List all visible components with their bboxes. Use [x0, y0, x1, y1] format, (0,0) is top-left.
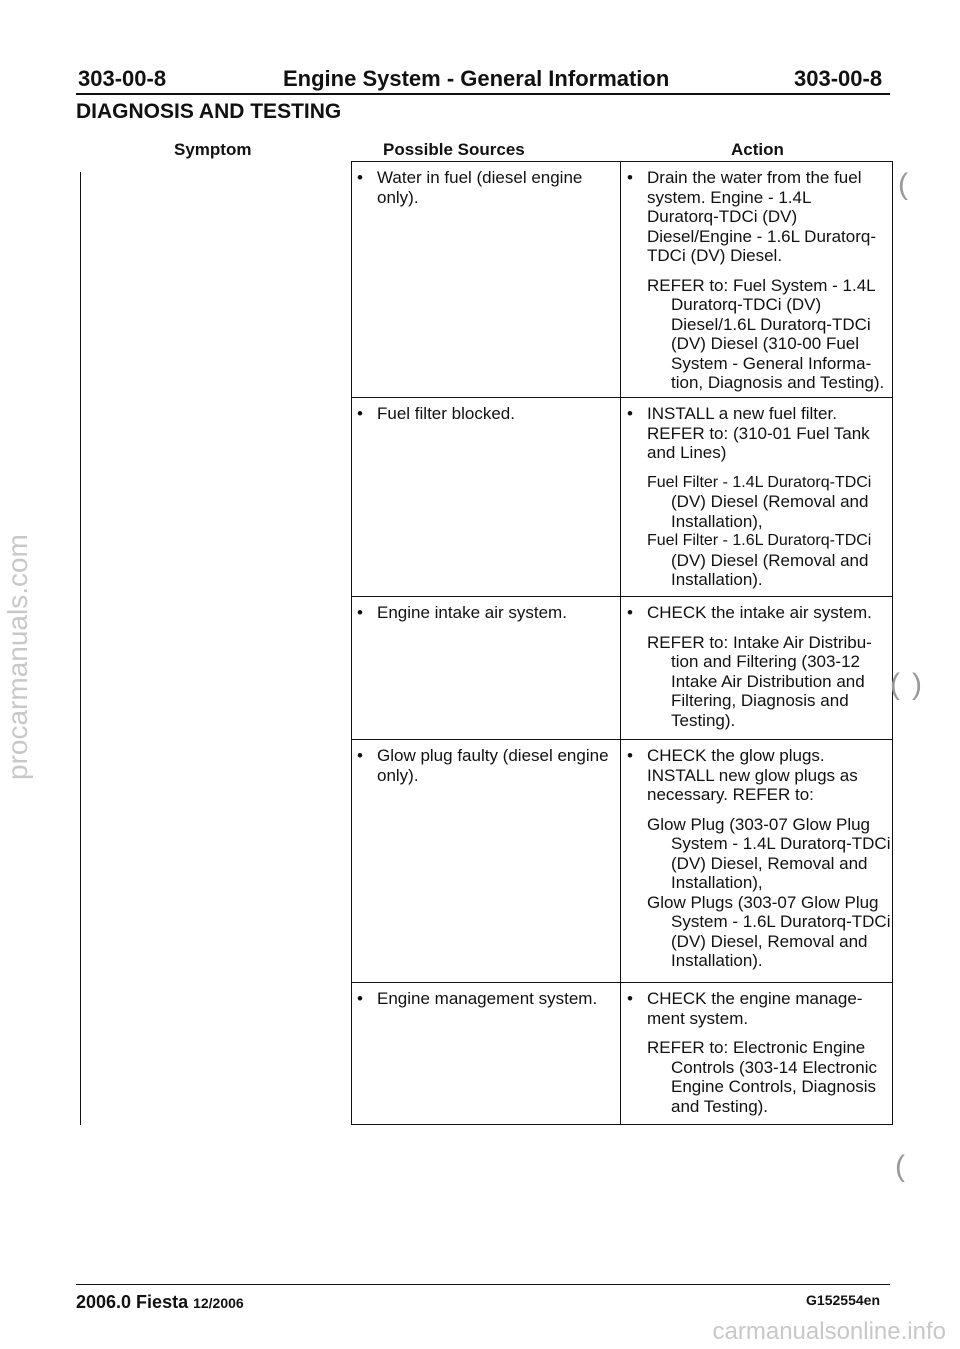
action-cell: • INSTALL a new fuel filter. REFER to: (310-01 Fuel Tank and Lines) Fuel Filter - 1.4L Duratorq-TDCi (DV) Diesel (Removal and Installation), Fuel Filter - 1.6L Duratorq-TDCi (DV) Diesel (Removal and Installation). — [623, 404, 891, 590]
page-code-left: 303-00-8 — [78, 66, 167, 91]
table-top-border — [351, 161, 893, 162]
table-left-border — [351, 161, 352, 1125]
footer-date: 12/2006 — [193, 1295, 244, 1311]
action-cell: • Drain the water from the fuel system. Engine - 1.4L Duratorq-TDCi (DV) Diesel/Engine - 1.6L Duratorq- TDCi (DV) Diesel. REFER to: Fuel System - 1.4L Duratorq-TDCi (DV) Diesel/1.6L Duratorq-TDCi (DV) Diesel (310-00 Fuel System - General Informa- tion, Diagnosis and Testing). — [623, 168, 891, 393]
column-divider — [620, 161, 621, 1125]
footer-model: 2006.0 Fiesta 12/2006 — [76, 1292, 244, 1312]
table-right-border — [892, 161, 893, 1125]
source-text: only). — [377, 765, 419, 785]
row-divider — [351, 397, 893, 398]
scan-mark: ) — [912, 668, 922, 701]
source-text: • Glow plug faulty (diesel engine — [353, 746, 615, 766]
source-text: only). — [377, 187, 419, 207]
section-title: DIAGNOSIS AND TESTING — [76, 100, 342, 123]
table-row — [353, 168, 615, 207]
row-divider — [351, 739, 893, 740]
row-divider — [351, 596, 893, 597]
header-rule — [76, 93, 890, 95]
scan-mark: ( — [890, 668, 900, 701]
action-cell: • CHECK the intake air system. REFER to: Intake Air Distribu- tion and Filtering (303-12 Intake Air Distribution and Filtering, Diagnosis and Testing). — [623, 603, 891, 730]
footer-doc-id: G152554en — [806, 1292, 880, 1308]
table-row — [353, 404, 615, 424]
action-cell: • CHECK the engine manage- ment system. REFER to: Electronic Engine Controls (303-14 Electronic Engine Controls, Diagnosis and Testing). — [623, 989, 891, 1116]
table-row — [353, 989, 615, 1009]
column-header-symptom: Symptom — [174, 140, 252, 159]
row-divider — [351, 982, 893, 983]
source-text: • Water in fuel (diesel engine — [353, 168, 615, 188]
source-text: • Engine management system. — [353, 989, 615, 1009]
watermark-bottom: carmanualsonline.info — [712, 1318, 946, 1345]
source-text: • Engine intake air system. — [353, 603, 615, 623]
table-row — [353, 603, 615, 623]
source-text: • Fuel filter blocked. — [353, 404, 615, 424]
action-cell: • CHECK the glow plugs. INSTALL new glow plugs as necessary. REFER to: Glow Plug (303-07 Glow Plug System - 1.4L Duratorq-TDCi (DV) Diesel, Removal and Installation), Glow Plugs (303-07 Glow Plug System - 1.6L Duratorq-TDCi (DV) Diesel, Removal and Installation). — [623, 746, 891, 971]
table-bottom-border — [351, 1124, 893, 1125]
watermark-left: procarmanuals.com — [2, 534, 33, 780]
page-title: Engine System - General Information — [283, 66, 670, 91]
page-code-right: 303-00-8 — [794, 66, 883, 91]
column-header-possible-sources: Possible Sources — [383, 140, 525, 159]
column-header-action: Action — [731, 140, 784, 159]
footer-rule — [76, 1284, 890, 1285]
scan-mark: ( — [898, 168, 908, 201]
scan-mark: ( — [895, 1150, 905, 1183]
table-row — [353, 746, 615, 785]
symptom-column-line — [80, 172, 81, 1125]
